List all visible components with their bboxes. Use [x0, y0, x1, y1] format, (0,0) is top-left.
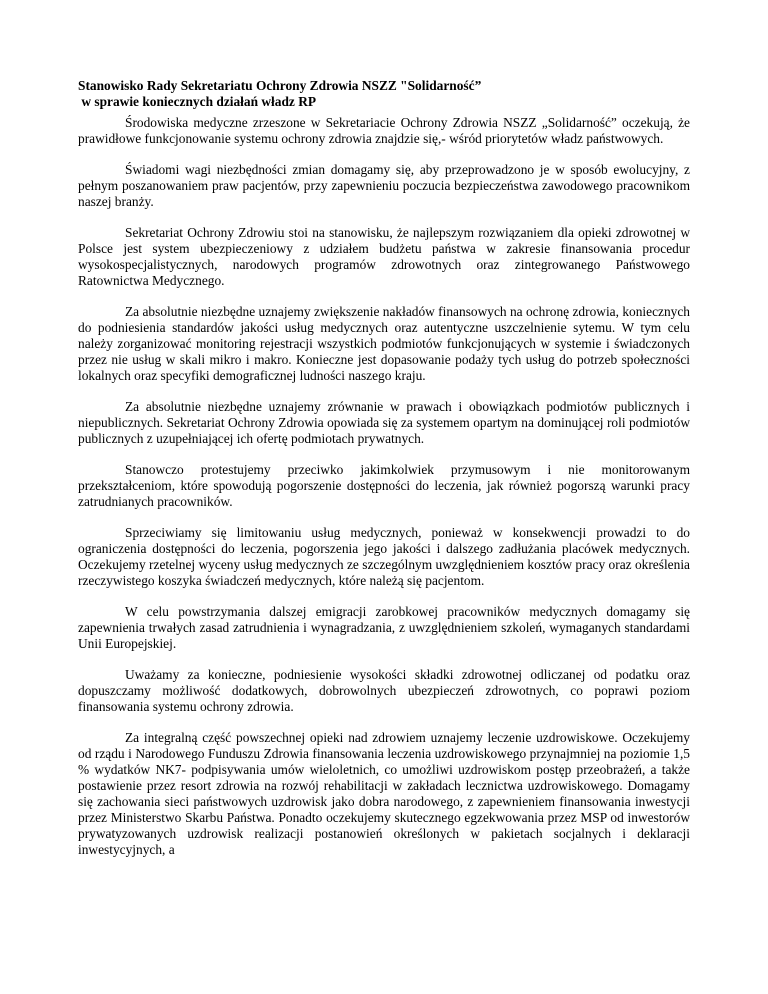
title-line-1: Stanowisko Rady Sekretariatu Ochrony Zdrowia NSZZ "Solidarność” [78, 78, 482, 93]
paragraph-10: Za integralną część powszechnej opieki nad zdrowiem uznajemy leczenie uzdrowiskowe. Oczekujemy od rządu i Narodowego Funduszu Zdrowia finansowania leczenia uzdrowiskowego przynajmniej na poziomie 1,5 % wydatków NK7- podpisywania umów wieloletnich, co umożliwi uzdrowiskom postęp przeobrażeń, a także postawienie przez resort zdrowia na rozwój rehabilitacji w zakładach lecznictwa uzdrowiskowego. Domagamy się zachowania sieci państwowych uzdrowisk jako dobra narodowego, z zapewnieniem finansowania inwestycji przez Ministerstwo Skarbu Państwa. Ponadto oczekujemy skutecznego egzekwowania przez MSP od inwestorów prywatyzowanych uzdrowisk realizacji postanowień określonych w pakietach socjalnych i deklaracji inwestycyjnych, a [78, 730, 690, 857]
title-line-2: w sprawie koniecznych działań władz RP [78, 94, 317, 109]
paragraph-1: Środowiska medyczne zrzeszone w Sekretariacie Ochrony Zdrowia NSZZ „Solidarność” oczekują, że prawidłowe funkcjonowanie systemu ochrony zdrowia znajdzie się,- wśród priorytetów władz państwowych. [78, 115, 690, 146]
document-title [78, 78, 690, 110]
paragraph-4: Za absolutnie niezbędne uznajemy zwiększenie nakładów finansowych na ochronę zdrowia, koniecznych do podniesienia standardów jakości usług medycznych oraz autentyczne uszczelnienie sytemu. W tym celu należy zorganizować monitoring rejestracji wszystkich podmiotów funkcjonujących w systemie i świadczonych przez nie usług w skali mikro i makro. Konieczne jest dopasowanie podaży tych usług do potrzeb społeczności lokalnych oraz specyfiki demograficznej ludności naszego kraju. [78, 304, 690, 383]
paragraph-3: Sekretariat Ochrony Zdrowiu stoi na stanowisku, że najlepszym rozwiązaniem dla opieki zdrowotnej w Polsce jest system ubezpieczeniowy z udziałem budżetu państwa w zakresie finansowania procedur wysokospecjalistycznych, narodowych programów zdrowotnych oraz zintegrowanego Państwowego Ratownictwa Medycznego. [78, 225, 690, 288]
paragraph-8: W celu powstrzymania dalszej emigracji zarobkowej pracowników medycznych domagamy się zapewnienia trwałych zasad zatrudnienia i wynagradzania, z uwzględnieniem szkoleń, wymaganych standardami Unii Europejskiej. [78, 604, 690, 651]
document-page [78, 78, 690, 858]
paragraph-9: Uważamy za konieczne, podniesienie wysokości składki zdrowotnej odliczanej od podatku oraz dopuszczamy możliwość dodatkowych, dobrowolnych ubezpieczeń zdrowotnych, co poprawi poziom finansowania systemu ochrony zdrowia. [78, 667, 690, 714]
paragraph-2: Świadomi wagi niezbędności zmian domagamy się, aby przeprowadzono je w sposób ewolucyjny, z pełnym poszanowaniem praw pacjentów, przy zapewnieniu poczucia bezpieczeństwa zawodowego pracownikom naszej branży. [78, 162, 690, 209]
paragraph-5: Za absolutnie niezbędne uznajemy zrównanie w prawach i obowiązkach podmiotów publicznych i niepublicznych. Sekretariat Ochrony Zdrowia opowiada się za systemem opartym na dominującej roli podmiotów publicznych z uzupełniającej ich ofertę podmiotach prywatnych. [78, 399, 690, 446]
paragraph-6: Stanowczo protestujemy przeciwko jakimkolwiek przymusowym i nie monitorowanym przekształceniom, które spowodują pogorszenie dostępności do leczenia, jak również pogorszą warunki pracy zatrudnianych pracowników. [78, 462, 690, 509]
paragraph-7: Sprzeciwiamy się limitowaniu usług medycznych, ponieważ w konsekwencji prowadzi to do ograniczenia dostępności do leczenia, pogorszenia jego jakości i dalszego zadłużania placówek medycznych. Oczekujemy rzetelnej wyceny usług medycznych ze szczególnym uwzględnieniem kosztów pracy oraz określenia rzeczywistego koszyka świadczeń medycznych, które należą się pacjentom. [78, 525, 690, 588]
